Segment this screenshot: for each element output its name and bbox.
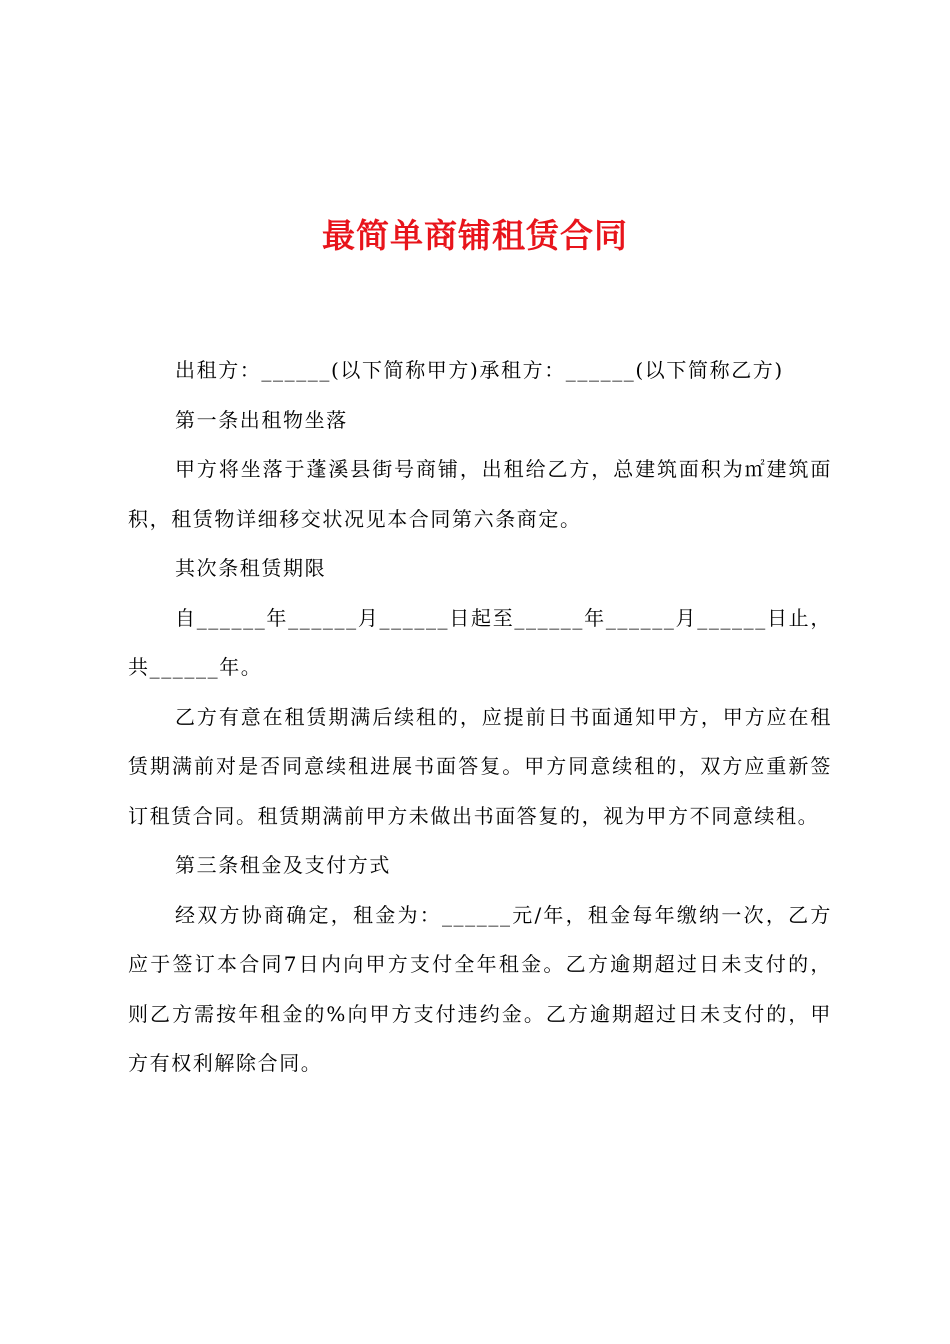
lease-term-paragraph: 自______年______月______日起至______年______月______日止，共______年。 [128,605,832,679]
article-3-heading: 第三条租金及支付方式 [175,853,391,877]
document-title: 最简单商铺租赁合同 [322,216,628,255]
parties-paragraph: 出租方：______(以下简称甲方)承租方：______(以下简称乙方) [175,358,784,382]
article-1-paragraph: 甲方将坐落于蓬溪县街号商铺，出租给乙方，总建筑面积为㎡建筑面积，租赁物详细移交状况见本合同第六条商定。 [128,457,832,531]
renewal-paragraph: 乙方有意在租赁期满后续租的，应提前日书面通知甲方，甲方应在租赁期满前对是否同意续租进展书面答复。甲方同意续租的，双方应重新签订租赁合同。租赁期满前甲方未做出书面答复的，视为甲方不同意续租。 [128,704,832,828]
document-body [128,346,832,1089]
article-2-heading: 其次条租赁期限 [175,556,327,580]
rent-payment-paragraph: 经双方协商确定，租金为：______元/年，租金每年缴纳一次，乙方应于签订本合同7日内向甲方支付全年租金。乙方逾期超过日未支付的，则乙方需按年租金的%向甲方支付违约金。乙方逾期超过日未支付的，甲方有权利解除合同。 [128,902,832,1075]
article-1-heading: 第一条出租物坐落 [175,407,348,432]
